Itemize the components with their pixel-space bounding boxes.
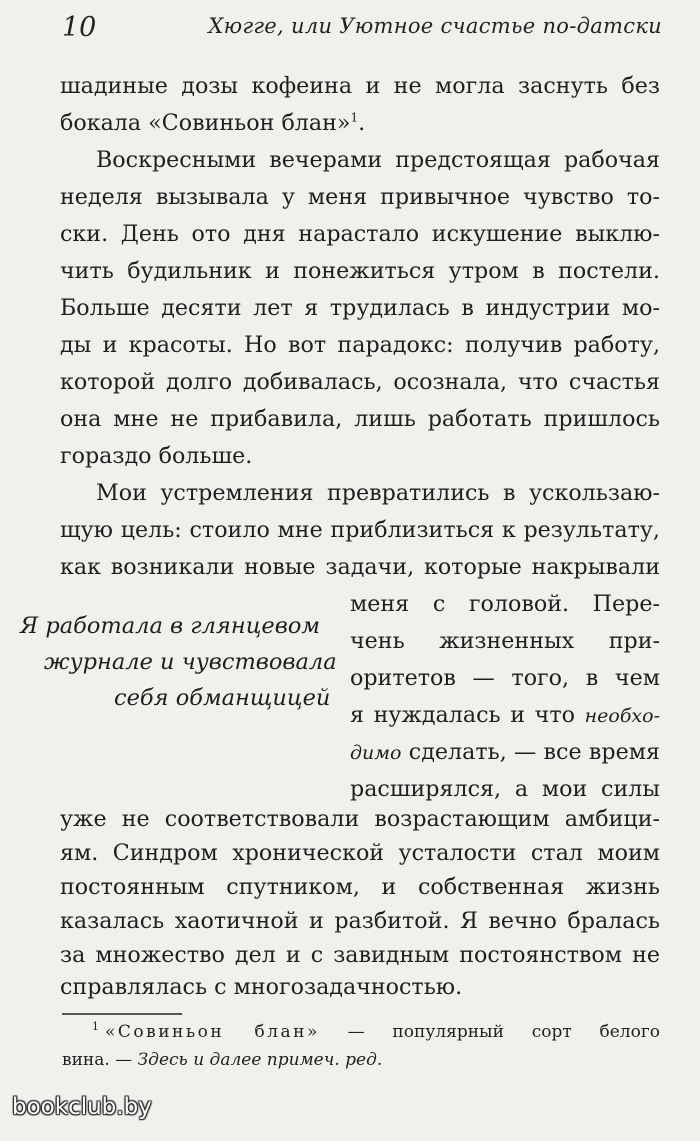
text-line: Мои устремления превратились в ускользаю- (96, 480, 660, 506)
footnote-italic-text: Здесь и далее примеч. ред. (137, 1050, 383, 1070)
sidenote-pull-quote (14, 608, 337, 716)
text-line: казалась хаотичной и разбитой. Я вечно бралась (60, 908, 660, 934)
watermark-logo: bookclub.by (12, 1094, 152, 1120)
italic-span: димо (350, 742, 402, 764)
text-line: неделя вызывала у меня привычное чувство то- (60, 184, 660, 210)
text-line: расширялся, а мои силы (350, 776, 660, 802)
page-header (62, 12, 662, 52)
text-span: я нуждалась и что (350, 702, 585, 728)
text-line: она мне не прибавила, лишь работать пришлось (60, 406, 660, 432)
footnote-mark: 1 (92, 1020, 99, 1034)
footnote-reference[interactable]: 1 (350, 110, 359, 125)
sidenote-line: журнале и чувствовала (44, 649, 337, 675)
text-line: постоянным спутником, и собственная жизнь (60, 874, 660, 900)
text-line: ски. День ото дня нарастало искушение выклю- (60, 221, 660, 247)
text-line: шадиные дозы кофеина и не могла заснуть без (60, 73, 660, 99)
text-span: . (358, 110, 366, 136)
text-line: чить будильник и понежиться утром в постели. (60, 258, 660, 284)
text-line: как возникали новые задачи, которые накрывали (60, 554, 660, 580)
footnote-line (92, 1020, 660, 1042)
text-line: которой долго добивалась, осознала, что счастья (60, 369, 660, 395)
footnote-term: «Совиньон блан» (105, 1022, 320, 1042)
text-line (350, 704, 660, 726)
running-title: Хюгге, или Уютное счастье по-датски (208, 14, 662, 38)
sidenote-line: себя обманщицей (114, 685, 331, 711)
footnote-text: — популярный сорт белого (319, 1022, 660, 1042)
sidenote-line: Я работала в глянцевом (20, 613, 321, 639)
text-line: за множество дел и с завидным постоянством не (60, 942, 660, 968)
text-line: меня с головой. Пере- (350, 591, 660, 617)
text-span: сделать, — все время (401, 739, 660, 765)
text-line (350, 741, 660, 763)
text-line: Воскресными вечерами предстоящая рабочая (96, 147, 660, 173)
text-line: чень жизненных при- (350, 628, 660, 654)
footnote-line (62, 1052, 382, 1069)
text-line (60, 112, 660, 134)
text-line: гораздо больше. (60, 443, 253, 469)
page-number: 10 (62, 12, 97, 43)
text-span: бокала «Совиньон блан» (60, 110, 351, 136)
text-line: щую цель: стоило мне приблизиться к результату, (60, 517, 660, 543)
footnote-divider (62, 1013, 182, 1015)
footnote-text: вина. — (62, 1050, 138, 1070)
italic-span: необхо- (584, 705, 660, 727)
text-line: оритетов — того, в чем (350, 665, 660, 691)
text-line: уже не соответствовали возрастающим амбици- (60, 806, 660, 832)
text-line: Больше десяти лет я трудилась в индустрии мо- (60, 295, 660, 321)
text-line: ды и красоты. Но вот парадокс: получив работу, (60, 332, 660, 358)
text-line: справлялась с многозадачностью. (60, 974, 463, 1000)
text-line: ям. Синдром хронической усталости стал моим (60, 840, 660, 866)
